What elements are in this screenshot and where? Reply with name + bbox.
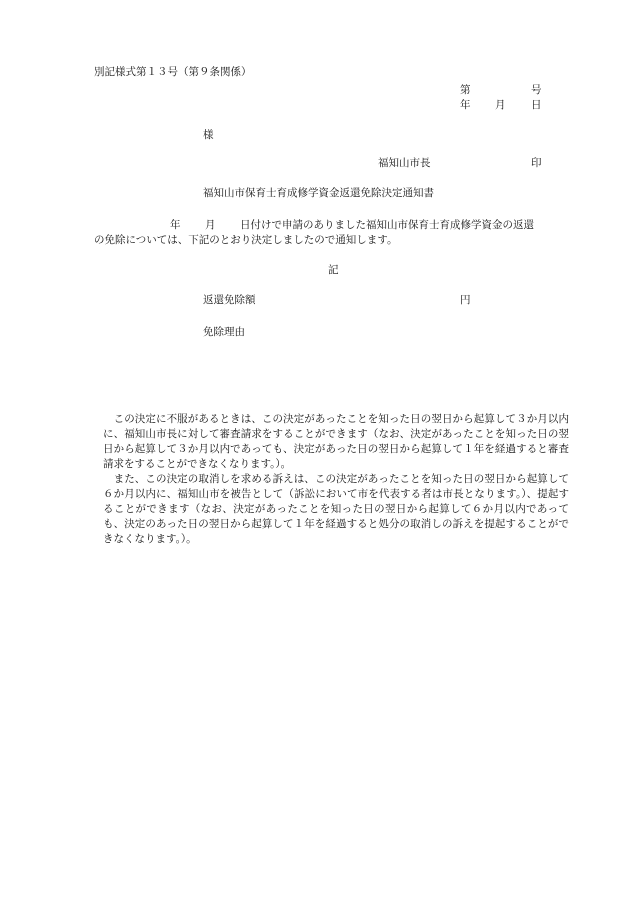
form-label: 別記様式第１３号（第９条関係） (94, 66, 252, 78)
ki-heading: 記 (328, 264, 339, 276)
amount-unit: 円 (460, 294, 471, 306)
issuer-seal: 印 (531, 157, 542, 169)
recipient-honorific: 様 (203, 129, 214, 141)
intro-date-year: 年 (170, 219, 181, 231)
document-number-prefix: 第 (460, 84, 471, 96)
document-title: 福知山市保育士育成修学資金返還免除決定通知書 (203, 187, 434, 199)
amount-label: 返還免除額 (203, 294, 256, 306)
issuer-name: 福知山市長 (378, 157, 431, 169)
issue-date-month: 月 (495, 99, 506, 111)
intro-date-month: 月 (205, 219, 216, 231)
intro-line-2: の免除については、下記のとおり決定しましたので通知します。 (94, 234, 398, 246)
issue-date-year: 年 (460, 99, 471, 111)
reason-label: 免除理由 (203, 326, 245, 338)
document-number-suffix: 号 (531, 84, 542, 96)
lawsuit-notice-paragraph: また、この決定の取消しを求める訴えは、この決定があったことを知った日の翌日から起算して６か月以内に、福知山市を被告として（訴訟において市を代表する者は市長となります。）、提起することができます（なお、決定があったことを知った日の翌日から起算して６か月以内であっても、決定のあった日の翌日から起算して１年を経過すると処分の取消しの訴えを提起することができなくなります。）。 (103, 473, 569, 545)
appeal-notice-paragraph: この決定に不服があるときは、この決定があったことを知った日の翌日から起算して３か月以内に、福知山市長に対して審査請求をすることができます（なお、決定があったことを知った日の翌日から起算して３か月以内であっても、決定があった日の翌日から起算して１年を経過すると審査請求をすることができなくなります。）。 (103, 413, 569, 470)
intro-line-1: 日付けで申請のありました福知山市保育士育成修学資金の返還 (240, 219, 534, 231)
issue-date-day: 日 (531, 99, 542, 111)
